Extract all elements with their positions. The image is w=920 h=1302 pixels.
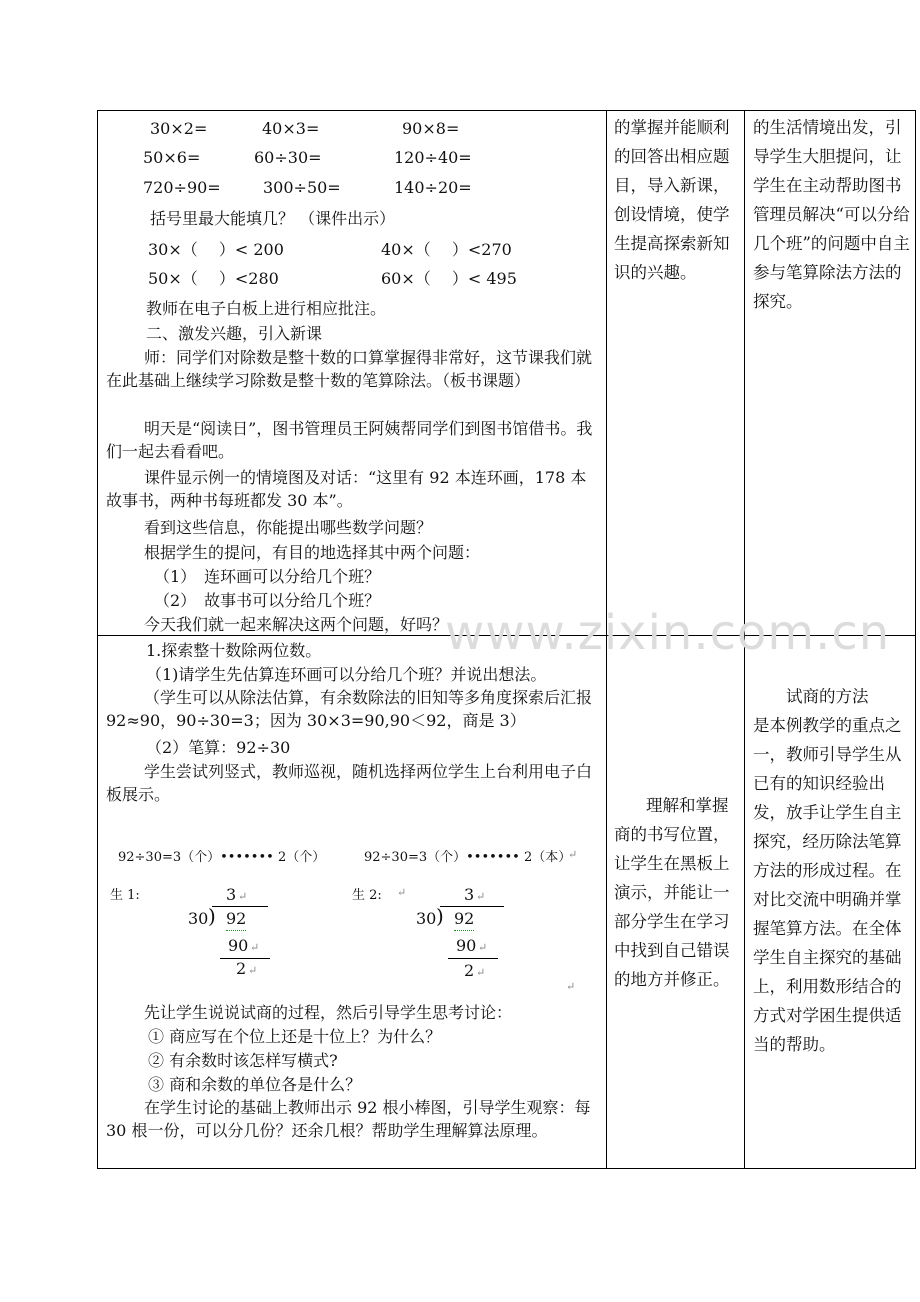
bracket-1: ) — [208, 904, 216, 928]
discussion-1: ① 商应写在个位上还是十位上？为什么？ — [148, 1027, 442, 1046]
quotient-2: 3 — [464, 885, 475, 904]
row1-col2-text: 的掌握并能顺利的回答出相应题目，导入新课，创设情境，使学生提高探索新知识的兴趣。 — [614, 118, 730, 282]
table-right-border — [915, 110, 916, 1169]
paragraph-questions: 看到这些信息，你能提出哪些数学问题？ — [144, 518, 433, 537]
arith-2-1: 50×6= — [143, 148, 201, 167]
equation-student-2: 92÷30=3（个）••••••• 2（本） — [364, 850, 572, 865]
equation-student-1: 92÷30=3（个）••••••• 2（个） — [118, 850, 326, 865]
section-heading-2: 二、激发兴趣，引入新课 — [146, 324, 323, 343]
inequality-1: 30×（ ）< 200 — [148, 240, 284, 259]
return-mark: ↵ — [248, 964, 258, 977]
product-2: 90 — [456, 936, 477, 955]
paragraph-courseware: 课件显示例一的情境图及对话：“这里有 92 本连环画，178 本故事书，两种书每班都发 30 本”。 — [106, 468, 587, 510]
long-division-2 — [414, 880, 514, 980]
subtraction-line-2 — [448, 958, 498, 959]
arith-1-1: 30×2= — [150, 119, 208, 138]
student-1-label: 生 1: — [110, 888, 140, 903]
row2-col3-text: 是本例教学的重点之一，教师引导学生从已有的知识经验出发，放手让学生自主探究，经历除法笔算方法的形成过程。在对比交流中明确并掌握笔算方法。在全体学生自主探究的基础上，利用数形结合的方式对学困生提供适当的帮助。 — [753, 716, 902, 1054]
question-1: （1） 连环画可以分给几个班？ — [154, 567, 381, 586]
discussion-3: ③ 商和余数的单位各是什么？ — [148, 1075, 362, 1094]
paragraph-estimate-detail: （学生可以从除法估算，有余数除法的旧知等多角度探索后汇报 92≈90，90÷30=3；因为 30×3=90,90＜92，商是 3） — [106, 688, 593, 730]
inequality-3: 50×（ ）<280 — [148, 269, 279, 288]
division-bar-1 — [212, 906, 268, 907]
paragraph-teacher-intro: 师：同学们对除数是整十数的口算掌握得非常好，这节课我们就在此基础上继续学习除数是整十数的笔算除法。（板书课题） — [106, 348, 593, 390]
return-mark: ↵ — [566, 980, 576, 993]
paragraph-selection: 根据学生的提问，有目的地选择其中两个问题： — [144, 543, 481, 562]
teacher-note: 教师在电子白板上进行相应批注。 — [146, 299, 387, 318]
return-mark: ↵ — [238, 890, 248, 903]
return-mark: ↵ — [397, 886, 407, 899]
divisor-1: 30 — [188, 909, 209, 928]
dividend-1: 92 — [226, 908, 246, 931]
table-top-border — [97, 110, 916, 111]
quotient-1: 3 — [226, 885, 237, 904]
step-written: （2）笔算：92÷30 — [146, 738, 291, 757]
inequality-4: 60×（ ）< 495 — [381, 269, 517, 288]
row1-col3-text: 的生活情境出发，引导学生大胆提问，让学生在主动帮助图书管理员解决“可以分给几个班”的问题中自主参与笔算除法方法的探究。 — [753, 118, 910, 311]
arith-3-3: 140÷20= — [394, 178, 472, 197]
table-bottom-border — [97, 1168, 916, 1169]
paragraph-solve: 今天我们就一起来解决这两个问题，好吗？ — [144, 615, 449, 634]
remainder-1: 2 — [236, 959, 247, 978]
question-2: （2） 故事书可以分给几个班？ — [154, 591, 381, 610]
divisor-2: 30 — [416, 909, 437, 928]
discussion-2: ② 有余数时该怎样写横式? — [148, 1051, 338, 1070]
paragraph-sticks: 在学生讨论的基础上教师出示 92 根小棒图，引导学生观察：每 30 根一份，可以分几份？还余几根？帮助学生理解算法原理。 — [106, 1098, 591, 1140]
paragraph-discuss: 先让学生说说试商的过程，然后引导学生思考讨论： — [144, 1003, 513, 1022]
bracket-2: ) — [436, 904, 444, 928]
return-mark: ↵ — [476, 966, 486, 979]
return-mark: ↵ — [568, 848, 578, 861]
student-2-label: 生 2: — [352, 888, 382, 903]
dividend-2: 92 — [454, 908, 474, 931]
heading-explore: 1.探索整十数除两位数。 — [146, 641, 322, 660]
return-mark: ↵ — [476, 890, 486, 903]
paragraph-reading-day: 明天是“阅读日”，图书管理员王阿姨帮同学们到图书馆借书。我们一起去看看吧。 — [106, 419, 593, 461]
inequality-2: 40×（ ）<270 — [381, 240, 512, 259]
division-bar-2 — [440, 906, 504, 907]
paragraph-student-try: 学生尝试列竖式，教师巡视，随机选择两位学生上台利用电子白板展示。 — [106, 762, 593, 804]
table-left-border — [97, 110, 98, 1169]
return-mark: ↵ — [478, 941, 488, 954]
arith-1-2: 40×3= — [262, 119, 320, 138]
remainder-2: 2 — [464, 961, 475, 980]
arith-2-3: 120÷40= — [394, 148, 472, 167]
product-1: 90 — [228, 936, 249, 955]
step-estimate: （1)请学生先估算连环画可以分给几个班？并说出想法。 — [146, 665, 547, 684]
arith-2-2: 60÷30= — [254, 148, 322, 167]
long-division-1 — [186, 880, 276, 980]
row2-col2-text: 理解和掌握商的书写位置，让学生在黑板上演示，并能让一部分学生在学习中找到自己错误的地方并修正。 — [614, 796, 730, 989]
arith-3-1: 720÷90= — [143, 178, 221, 197]
return-mark: ↵ — [250, 941, 260, 954]
arith-1-3: 90×8= — [402, 119, 460, 138]
arith-3-2: 300÷50= — [263, 178, 341, 197]
bracket-question: 括号里最大能填几？ （课件出示） — [150, 209, 396, 228]
watermark: www.zixin.com.cn — [445, 605, 891, 661]
row2-col3-title: 试商的方法 — [786, 687, 869, 706]
